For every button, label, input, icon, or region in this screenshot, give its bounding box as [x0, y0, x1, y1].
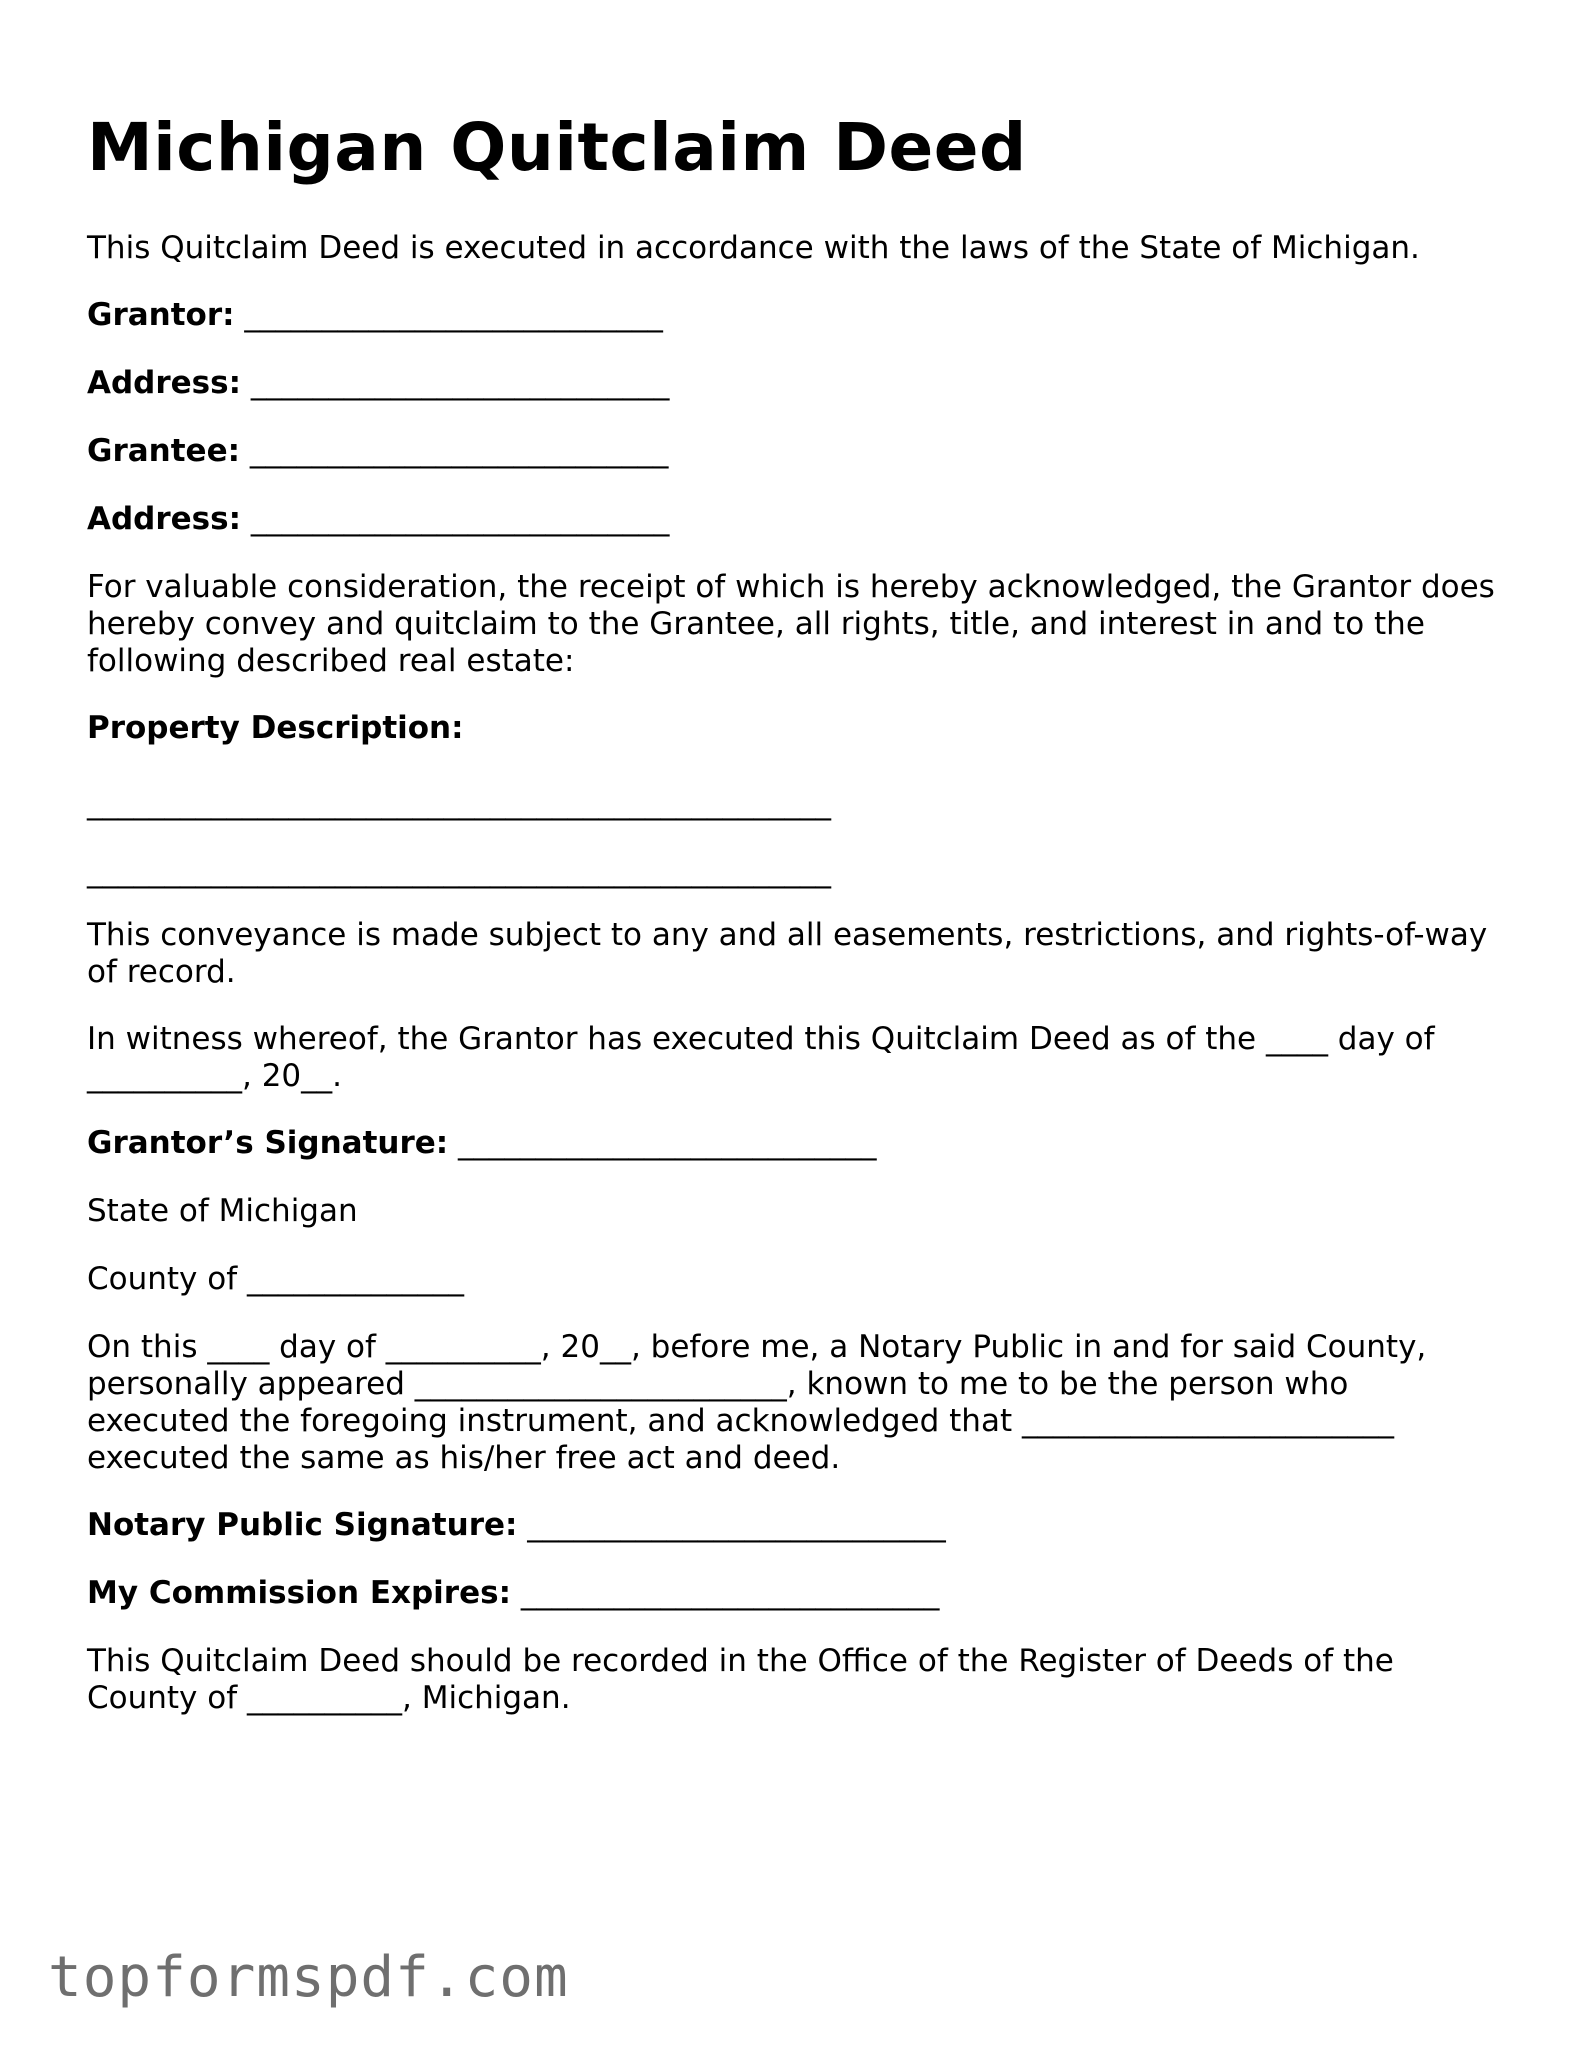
property-description-line-1: ________________________________________________ — [87, 785, 831, 821]
intro-text: This Quitclaim Deed is executed in accordance with the laws of the State of Michigan. — [87, 230, 1420, 266]
notary-line-1: On this ____ day of __________, 20__, before me, a Notary Public in and for said County, — [87, 1329, 1427, 1365]
grantee-field — [87, 433, 1507, 470]
state-text: State of Michigan — [87, 1193, 358, 1229]
property-description-label: Property Description: — [87, 710, 464, 746]
grantor-address-blank: ___________________________ — [250, 365, 670, 401]
subject-line-1: This conveyance is made subject to any and all easements, restrictions, and rights-of-way — [87, 917, 1488, 953]
notary-line-3: executed the foregoing instrument, and acknowledged that ________________________ — [87, 1403, 1394, 1439]
record-line-1: This Quitclaim Deed should be recorded in the Office of the Register of Deeds of the — [87, 1643, 1394, 1679]
grantor-blank: ___________________________ — [244, 297, 663, 333]
grantor-label: Grantor: — [87, 297, 235, 333]
document-title: Michigan Quitclaim Deed — [87, 109, 1027, 186]
grantee-label: Grantee: — [87, 433, 240, 469]
conveyance-line-2: hereby convey and quitclaim to the Grantee, all rights, title, and interest in and to the — [87, 606, 1425, 642]
grantor-signature-label: Grantor’s Signature: — [87, 1125, 449, 1161]
commission-expires-field — [87, 1575, 1507, 1612]
grantor-signature-field — [87, 1125, 1507, 1162]
subject-line-2: of record. — [87, 954, 236, 990]
commission-expires-blank: ___________________________ — [520, 1575, 940, 1611]
witness-line-1: In witness whereof, the Grantor has executed this Quitclaim Deed as of the ____ day of — [87, 1021, 1435, 1057]
grantee-address-blank: ___________________________ — [250, 501, 670, 537]
notary-signature-label: Notary Public Signature: — [87, 1507, 518, 1543]
grantee-blank: ___________________________ — [249, 433, 669, 469]
notary-signature-blank: ___________________________ — [527, 1507, 946, 1543]
grantee-address-field — [87, 501, 1507, 538]
grantor-signature-blank: ___________________________ — [458, 1125, 877, 1161]
notary-line-4: executed the same as his/her free act and deed. — [87, 1440, 841, 1476]
commission-expires-label: My Commission Expires: — [87, 1575, 511, 1611]
record-line-2: County of __________, Michigan. — [87, 1680, 571, 1716]
grantor-address-field — [87, 365, 1507, 402]
notary-line-2: personally appeared ________________________, known to me to be the person who — [87, 1366, 1349, 1402]
property-description-line-2: ________________________________________________ — [87, 853, 831, 889]
notary-signature-field — [87, 1507, 1507, 1544]
witness-line-2: __________, 20__. — [87, 1058, 343, 1094]
county-text: County of ______________ — [87, 1261, 464, 1297]
grantor-address-label: Address: — [87, 365, 241, 401]
conveyance-line-3: following described real estate: — [87, 643, 575, 679]
conveyance-line-1: For valuable consideration, the receipt of which is hereby acknowledged, the Grantor does — [87, 569, 1495, 605]
grantor-field — [87, 297, 1507, 334]
grantee-address-label: Address: — [87, 501, 241, 537]
site-watermark: topformspdf.com — [48, 1945, 569, 2010]
